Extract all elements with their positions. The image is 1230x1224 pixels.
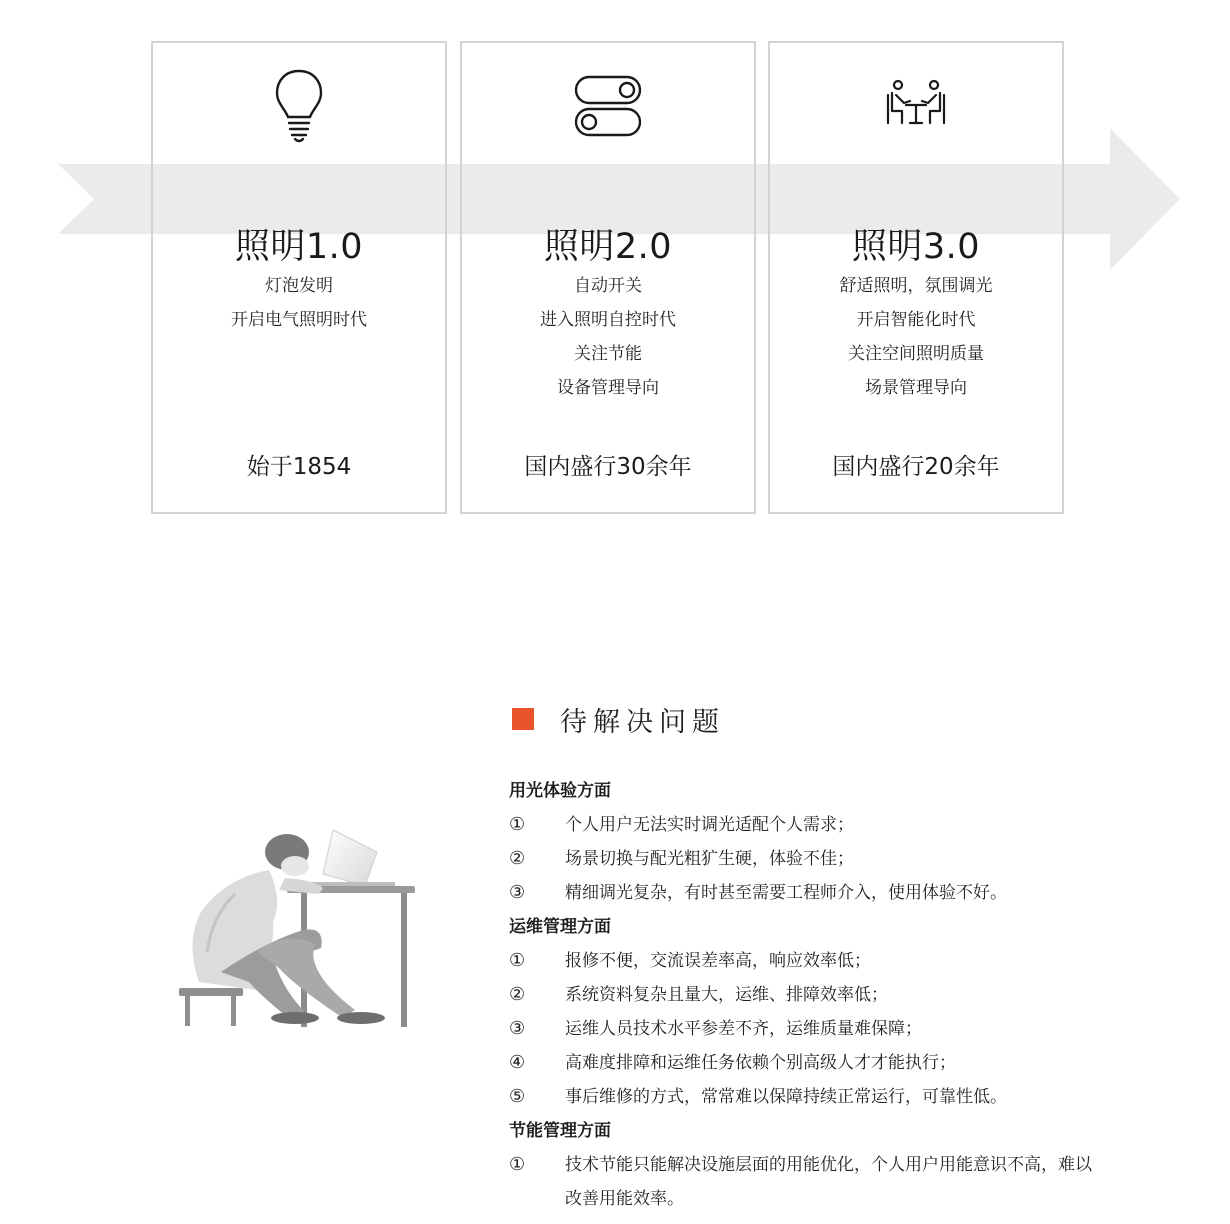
list-item <box>509 1148 1149 1216</box>
card-since: 始于1854 <box>246 454 352 480</box>
desc-line: 舒适照明，氛围调光 <box>839 276 993 296</box>
lightbulb-icon <box>259 65 339 145</box>
item-text: 技术节能只能解决设施层面的用能优化，个人用户用能意识不高，难以改善用能效率。 <box>565 1155 1092 1209</box>
card-description <box>153 269 445 337</box>
item-number: ③ <box>509 882 526 903</box>
item-text: 场景切换与配光粗犷生硬，体验不佳； <box>565 849 854 869</box>
list-item <box>509 808 1149 842</box>
item-number: ① <box>509 1154 526 1175</box>
problems-section <box>0 560 1230 1224</box>
list-item <box>509 1012 1149 1046</box>
card-title: 照明2.0 <box>543 227 673 267</box>
item-number: ① <box>509 950 526 971</box>
heading-text: 待解决问题 <box>560 706 725 738</box>
item-number: ② <box>509 848 526 869</box>
item-number: ③ <box>509 1018 526 1039</box>
card-title: 照明3.0 <box>851 227 981 267</box>
list-item <box>509 876 1149 910</box>
item-text: 报修不便，交流误差率高，响应效率低； <box>565 951 871 971</box>
desc-line: 开启电气照明时代 <box>231 310 367 330</box>
desc-line: 设备管理导向 <box>557 378 659 398</box>
item-text: 个人用户无法实时调光适配个人需求； <box>565 815 854 835</box>
card-description <box>462 269 754 405</box>
desc-line: 灯泡发明 <box>265 276 333 296</box>
item-text: 系统资料复杂且量大，运维、排障效率低； <box>565 985 888 1005</box>
problems-list <box>509 774 1149 1216</box>
toggle-switch-icon <box>568 65 648 145</box>
item-number: ⑤ <box>509 1086 526 1107</box>
item-text: 运维人员技术水平参差不齐，运维质量难保障； <box>565 1019 922 1039</box>
list-item <box>509 1080 1149 1114</box>
item-text: 事后维修的方式，常常难以保障持续正常运行，可靠性低。 <box>565 1087 1007 1107</box>
list-item <box>509 978 1149 1012</box>
problems-heading <box>512 702 725 736</box>
heading-marker <box>512 708 534 730</box>
desc-line: 自动开关 <box>574 276 642 296</box>
card-since: 国内盛行30余年 <box>524 454 692 480</box>
desc-line: 进入照明自控时代 <box>540 310 676 330</box>
category-title: 运维管理方面 <box>509 917 611 937</box>
item-number: ② <box>509 984 526 1005</box>
card-lighting-1 <box>151 41 447 514</box>
category-title: 节能管理方面 <box>509 1121 611 1141</box>
desc-line: 关注空间照明质量 <box>848 344 984 364</box>
desc-line: 开启智能化时代 <box>856 310 976 330</box>
card-since: 国内盛行20余年 <box>832 454 1000 480</box>
item-number: ④ <box>509 1052 526 1073</box>
desc-line: 关注节能 <box>574 344 642 364</box>
card-title: 照明1.0 <box>234 227 364 267</box>
meeting-people-icon <box>876 65 956 145</box>
item-number: ① <box>509 814 526 835</box>
list-item <box>509 1046 1149 1080</box>
card-lighting-3 <box>768 41 1064 514</box>
card-lighting-2 <box>460 41 756 514</box>
list-item <box>509 842 1149 876</box>
frustrated-worker-illustration <box>165 822 425 1032</box>
card-description <box>770 269 1062 405</box>
lighting-timeline <box>0 0 1230 560</box>
item-text: 高难度排障和运维任务依赖个别高级人才才能执行； <box>565 1053 956 1073</box>
list-item <box>509 944 1149 978</box>
item-text: 精细调光复杂，有时甚至需要工程师介入，使用体验不好。 <box>565 883 1007 903</box>
desc-line: 场景管理导向 <box>865 378 967 398</box>
category-title: 用光体验方面 <box>509 781 611 801</box>
